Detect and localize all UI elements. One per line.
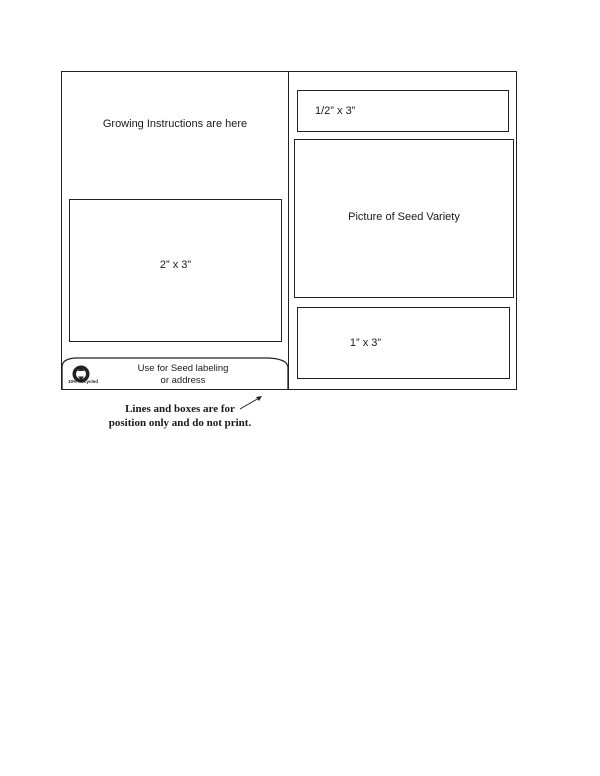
- label-area-text: [128, 363, 238, 387]
- growing-instructions-label: Growing Instructions are here: [102, 118, 248, 130]
- recycled-badge-text: 10% Recycled: [67, 379, 99, 384]
- print-note-line2: position only and do not print.: [108, 417, 252, 429]
- box-2x3-label: 2” x 3”: [159, 258, 192, 271]
- picture-box: [294, 139, 514, 298]
- box-half-x3: [297, 90, 509, 132]
- print-note-line1: Lines and boxes are for: [125, 403, 235, 415]
- box-half-x3-label: 1/2” x 3”: [315, 105, 356, 117]
- fold-divider-line: [288, 71, 289, 390]
- label-area-line2: or address: [160, 375, 206, 386]
- picture-label: Picture of Seed Variety: [348, 210, 460, 223]
- box-1x3: [297, 307, 510, 379]
- box-2x3: [69, 199, 282, 342]
- box-1x3-label: 1” x 3”: [349, 337, 382, 349]
- label-area-line1: Use for Seed labeling: [137, 363, 229, 374]
- print-note: [100, 402, 260, 430]
